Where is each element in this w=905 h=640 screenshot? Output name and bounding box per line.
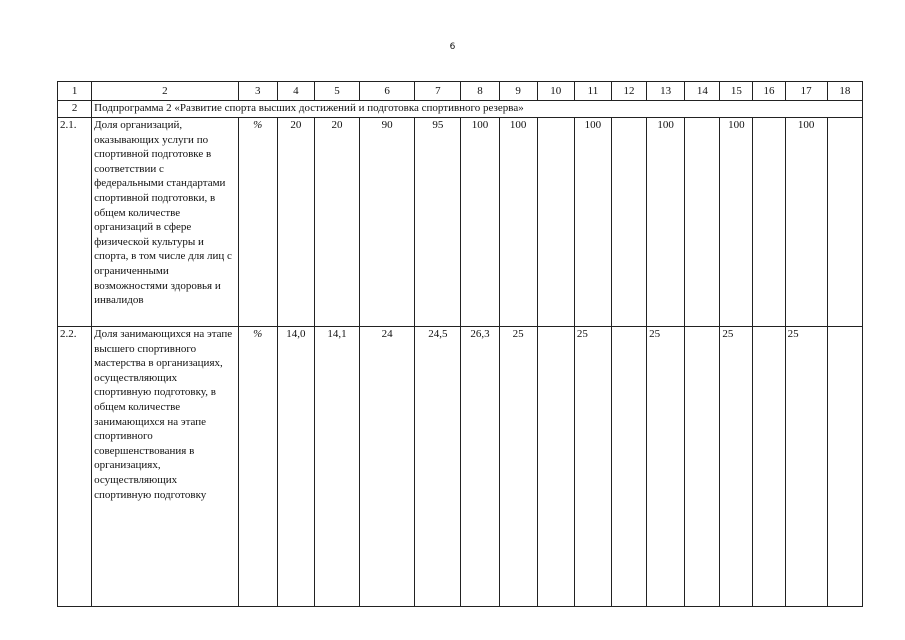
column-number-cell: 10 bbox=[537, 82, 574, 101]
row-number: 2.1. bbox=[58, 118, 92, 327]
column-number-cell: 2 bbox=[92, 82, 239, 101]
column-number-cell: 12 bbox=[611, 82, 646, 101]
value-cell: 20 bbox=[314, 118, 359, 327]
value-cell bbox=[611, 327, 646, 607]
indicator-description: Доля организаций, оказывающих услуги по спортивной подготовке в соответствии с федеральными стандартами спортивной подготовки, в общем количестве организаций в сфере физической культуры и спорта, в том числе для лиц с ограниченными возможностями здоровья и инвалидов bbox=[92, 118, 239, 327]
column-number-cell: 18 bbox=[827, 82, 862, 101]
value-cell: 25 bbox=[499, 327, 537, 607]
value-cell bbox=[685, 327, 720, 607]
column-number-cell: 8 bbox=[461, 82, 499, 101]
value-cell bbox=[537, 327, 574, 607]
value-cell: 100 bbox=[574, 118, 611, 327]
page-number: 6 bbox=[449, 42, 456, 52]
value-cell: 24 bbox=[360, 327, 415, 607]
value-cell bbox=[753, 327, 785, 607]
value-cell: 24,5 bbox=[415, 327, 461, 607]
value-cell: 100 bbox=[499, 118, 537, 327]
value-cell: 100 bbox=[647, 118, 685, 327]
value-cell bbox=[611, 118, 646, 327]
value-cell: 25 bbox=[720, 327, 753, 607]
column-number-cell: 13 bbox=[647, 82, 685, 101]
column-number-cell: 17 bbox=[785, 82, 827, 101]
value-cell bbox=[753, 118, 785, 327]
value-cell bbox=[685, 118, 720, 327]
column-number-cell: 15 bbox=[720, 82, 753, 101]
value-cell bbox=[827, 118, 862, 327]
value-cell: 100 bbox=[785, 118, 827, 327]
value-cell: 95 bbox=[415, 118, 461, 327]
subprogram-number: 2 bbox=[58, 101, 92, 118]
column-number-cell: 7 bbox=[415, 82, 461, 101]
value-cell bbox=[537, 118, 574, 327]
subprogram-title: Подпрограмма 2 «Развитие спорта высших достижений и подготовка спортивного резерва» bbox=[92, 101, 863, 118]
value-cell bbox=[827, 327, 862, 607]
table-row bbox=[58, 118, 863, 327]
column-number-cell: 4 bbox=[277, 82, 314, 101]
subprogram-row bbox=[58, 101, 863, 118]
column-number-cell: 1 bbox=[58, 82, 92, 101]
unit-cell: % bbox=[238, 327, 277, 607]
value-cell: 100 bbox=[720, 118, 753, 327]
column-number-header-row bbox=[58, 82, 863, 101]
indicators-table bbox=[57, 81, 863, 607]
column-number-cell: 3 bbox=[238, 82, 277, 101]
row-number: 2.2. bbox=[58, 327, 92, 607]
column-number-cell: 5 bbox=[314, 82, 359, 101]
indicator-description: Доля занимающихся на этапе высшего спортивного мастерства в организациях, осуществляющих спортивную подготовку, в общем количестве занимающихся на этапе спортивного совершенствования в организациях, осуществляющих спортивную подготовку bbox=[92, 327, 239, 607]
value-cell: 26,3 bbox=[461, 327, 499, 607]
column-number-cell: 6 bbox=[360, 82, 415, 101]
value-cell: 100 bbox=[461, 118, 499, 327]
value-cell: 25 bbox=[785, 327, 827, 607]
value-cell: 20 bbox=[277, 118, 314, 327]
value-cell: 14,1 bbox=[314, 327, 359, 607]
value-cell: 90 bbox=[360, 118, 415, 327]
column-number-cell: 11 bbox=[574, 82, 611, 101]
value-cell: 25 bbox=[647, 327, 685, 607]
column-number-cell: 14 bbox=[685, 82, 720, 101]
unit-cell: % bbox=[238, 118, 277, 327]
value-cell: 25 bbox=[574, 327, 611, 607]
column-number-cell: 16 bbox=[753, 82, 785, 101]
value-cell: 14,0 bbox=[277, 327, 314, 607]
table-row bbox=[58, 327, 863, 607]
column-number-cell: 9 bbox=[499, 82, 537, 101]
